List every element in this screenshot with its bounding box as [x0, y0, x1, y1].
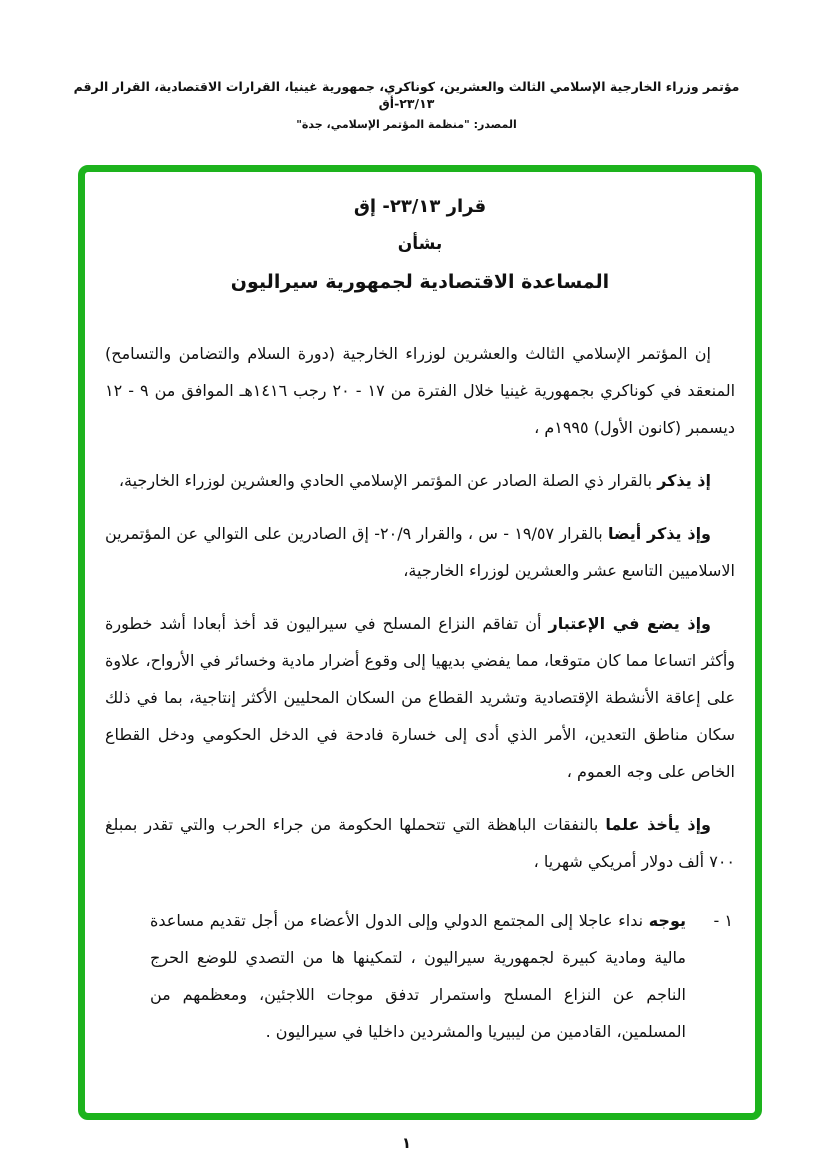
title-subject: المساعدة الاقتصادية لجمهورية سيراليون	[230, 271, 610, 293]
header-source: المصدر: "منظمة المؤتمر الإسلامي، جدة"	[296, 118, 517, 131]
paragraph-body: أن تفاقم النزاع المسلح في سيراليون قد أخذ أبعادا أشد خطورة وأكثر اتساعا مما كان متوقعا، مما يفضي بديهيا إلى وقوع أضرار مادية وخسائر في الأرواح، علاوة على إعاقة الأنشطة الإقتصادية وتشريد القطاع من السكان المحليين الأكثر إنتاجية، بما في ذلك سكان مناطق التعدين، الأمر الذي أدى إلى خسارة فادحة في الدخل الحكومي ودخل القطاع الخاص على وجه العموم ،	[105, 614, 735, 781]
document-header	[0, 0, 813, 131]
preamble-paragraph	[105, 335, 735, 446]
paragraph-body: بالنفقات الباهظة التي تتحملها الحكومة من جراء الحرب والتي تقدر بمبلغ ٧٠٠ ألف دولار أمريكي شهريا ،	[105, 815, 735, 871]
taking-note-paragraph	[105, 806, 735, 880]
page-number: ١	[401, 1134, 412, 1152]
item-text	[150, 902, 686, 1050]
page-footer	[0, 1133, 813, 1152]
header-citation: مؤتمر وزراء الخارجية الإسلامي الثالث والعشرين، كوناكري، جمهورية غينيا، القرارات الاقتصادية، القرار الرقم ٢٣/١٣-أق	[73, 79, 740, 111]
paragraph-body: بالقرار ١٩/٥٧ - س ، والقرار ٢٠/٩- إق الصادرين على التوالي عن المؤتمرين الاسلاميين التاسع عشر والعشرين لوزراء الخارجية،	[105, 524, 735, 580]
operative-item-1	[105, 902, 735, 1050]
paragraph-lead: وإذ يأخذ علما	[605, 815, 711, 834]
paragraph-body: إن المؤتمر الإسلامي الثالث والعشرين لوزراء الخارجية (دورة السلام والتضامن والتسامح) المنعقد في كوناكري بجمهورية غينيا خلال الفترة من ١٧ - ٢٠ رجب ١٤١٦هـ الموافق من ٩ - ١٢ ديسمبر (كانون الأول) ١٩٩٥م ،	[105, 344, 736, 437]
recalling-paragraph	[105, 462, 735, 499]
title-block	[105, 196, 735, 293]
paragraph-lead: إذ يذكر	[657, 471, 711, 490]
paragraph-lead: وإذ يذكر أيضا	[608, 524, 711, 543]
resolution-number-title: قرار ٢٣/١٣- إق	[353, 196, 487, 217]
item-number: ١ -	[713, 911, 733, 930]
recalling-also-paragraph	[105, 515, 735, 589]
considering-paragraph	[105, 605, 735, 790]
paragraph-lead: وإذ يضع في الإعتبار	[548, 614, 712, 633]
item-lead: يوجه	[648, 911, 686, 930]
item-body: نداء عاجلا إلى المجتمع الدولي وإلى الدول الأعضاء من أجل تقديم مساعدة مالية ومادية كبيرة لجمهورية سيراليون ، لتمكينها ها من التصدي للوضع الحرج الناجم عن النزاع المسلح واستمرار تدفق موجات اللاجئين، ومعظمهم من المسلمين، القادمين من ليبيريا والمشردين داخليا في سيراليون .	[150, 911, 686, 1041]
resolution-frame	[78, 165, 762, 1120]
title-regarding: بشأن	[397, 234, 443, 254]
paragraph-body: بالقرار ذي الصلة الصادر عن المؤتمر الإسلامي الحادي والعشرين لوزراء الخارجية،	[118, 471, 658, 490]
